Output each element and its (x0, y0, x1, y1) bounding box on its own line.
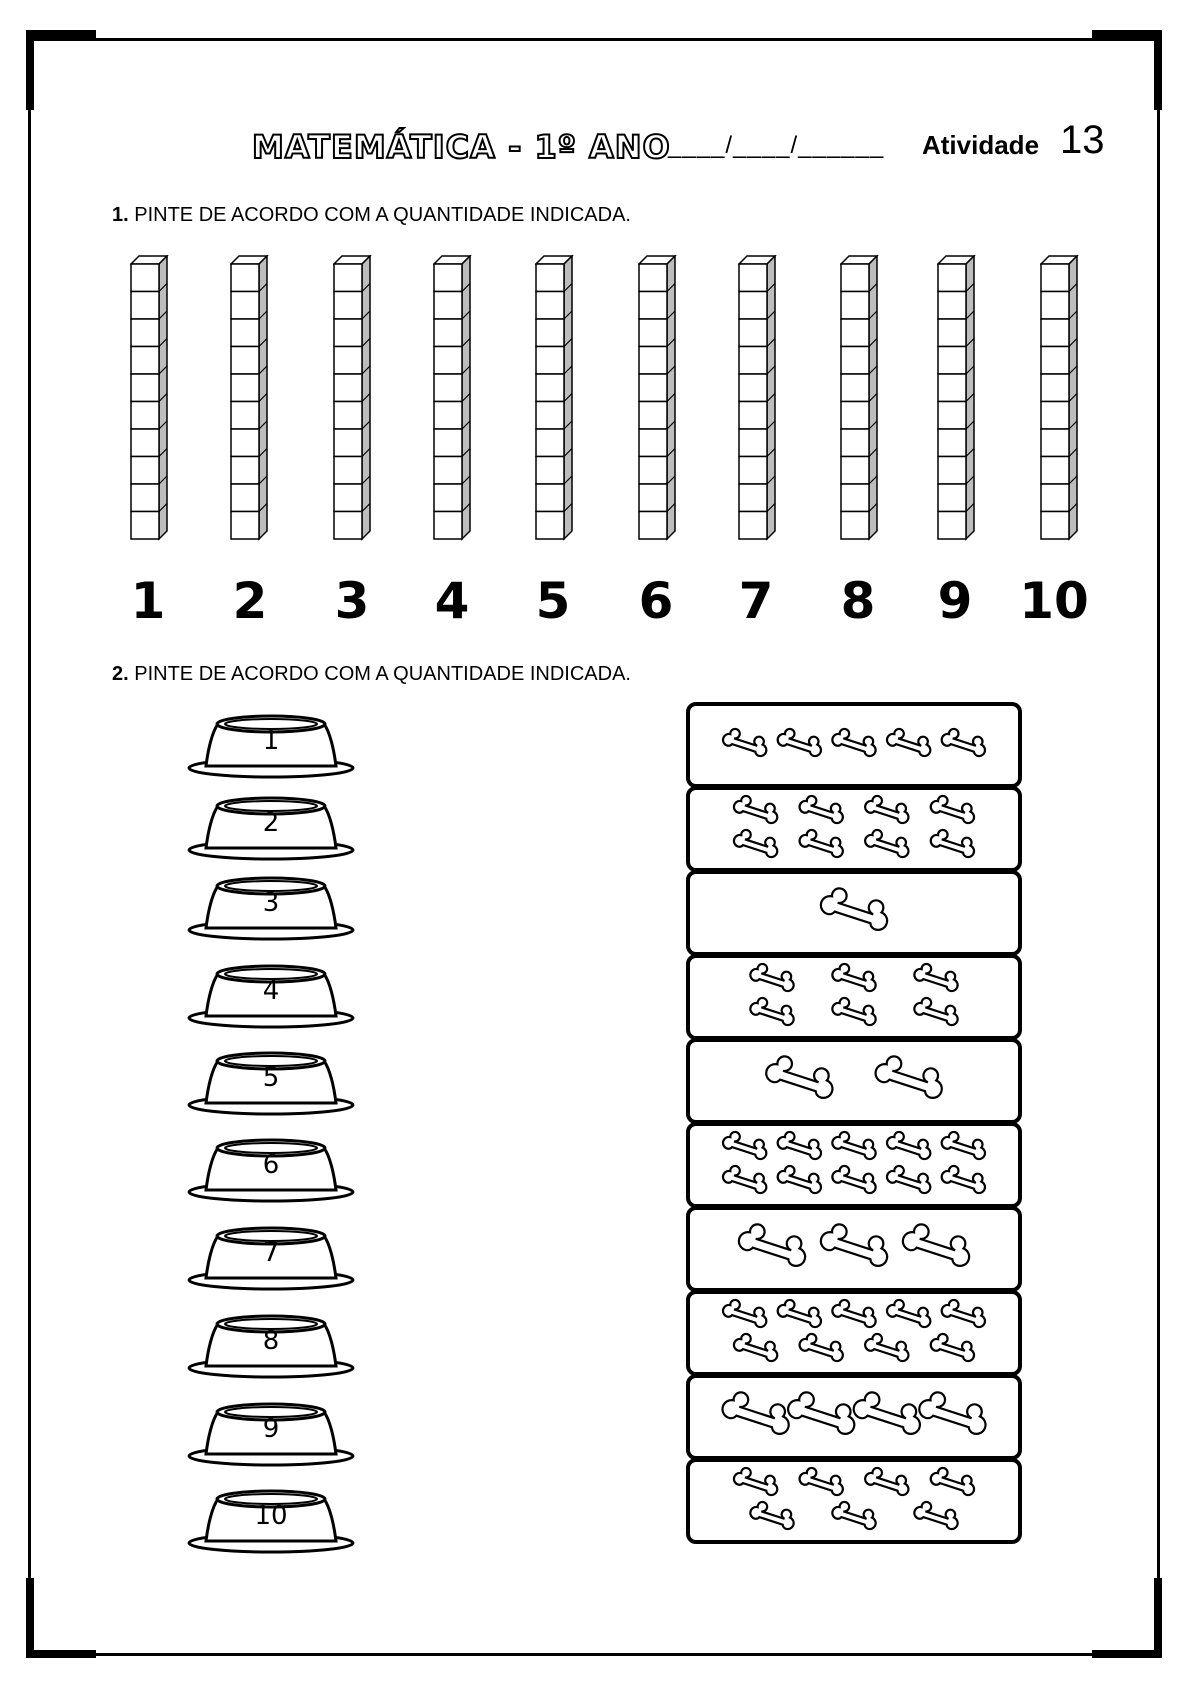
bone-icon[interactable] (873, 1052, 947, 1100)
cube-tower-5[interactable] (535, 255, 575, 542)
cube[interactable] (841, 402, 869, 430)
cube[interactable] (938, 292, 966, 320)
instruction-1 (112, 204, 631, 227)
bone-icon[interactable] (831, 1297, 879, 1328)
instruction-2-text: PINTE DE ACORDO COM A QUANTIDADE INDICADA. (134, 663, 631, 685)
cube[interactable] (334, 374, 362, 402)
cube[interactable] (841, 512, 869, 540)
bone-icon[interactable] (885, 1297, 933, 1328)
cube[interactable] (938, 484, 966, 512)
cube[interactable] (739, 319, 767, 347)
bone-icon[interactable] (831, 1499, 879, 1530)
cube[interactable] (231, 484, 259, 512)
cube[interactable] (131, 292, 159, 320)
cube[interactable] (841, 484, 869, 512)
bowl-number: 7 (262, 1238, 280, 1268)
bone-icon[interactable] (885, 1129, 933, 1160)
bone-icon[interactable] (764, 1052, 838, 1100)
bone-box[interactable] (686, 1290, 1022, 1376)
instruction-2 (112, 663, 631, 686)
bowl-number: 5 (262, 1063, 280, 1093)
cube[interactable] (334, 319, 362, 347)
bone-icon[interactable] (721, 1163, 769, 1194)
instruction-1-number: 1. (112, 204, 129, 226)
cube[interactable] (841, 319, 869, 347)
dog-bowl-icon[interactable] (186, 872, 356, 942)
cube-tower-2[interactable] (230, 255, 270, 542)
instruction-1-text: PINTE DE ACORDO COM A QUANTIDADE INDICADA. (134, 204, 631, 226)
cube[interactable] (739, 512, 767, 540)
bowl-number: 6 (262, 1150, 280, 1180)
cube-tower-9[interactable] (937, 255, 977, 542)
dog-bowl-icon[interactable] (186, 710, 356, 780)
bone-icon[interactable] (913, 995, 961, 1026)
tower-number-7: 7 (738, 572, 774, 630)
cube[interactable] (639, 512, 667, 540)
cube[interactable] (739, 457, 767, 485)
tower-number-3: 3 (334, 572, 370, 630)
bone-box[interactable] (686, 1038, 1022, 1124)
cube[interactable] (536, 512, 564, 540)
dog-bowl-icon[interactable] (186, 1134, 356, 1204)
cube[interactable] (739, 264, 767, 292)
dog-bowl-icon[interactable] (186, 1310, 356, 1380)
bone-box[interactable] (686, 1122, 1022, 1208)
tower-number-5: 5 (535, 572, 571, 630)
bone-icon[interactable] (732, 1331, 780, 1362)
bowl-number: 9 (262, 1414, 280, 1444)
cube[interactable] (938, 319, 966, 347)
cube[interactable] (639, 457, 667, 485)
bone-icon[interactable] (776, 1163, 824, 1194)
bone-icon[interactable] (864, 827, 912, 858)
bowl-number: 3 (262, 888, 280, 918)
cube[interactable] (841, 457, 869, 485)
bone-icon[interactable] (737, 1220, 811, 1268)
bone-icon[interactable] (940, 1129, 988, 1160)
cube-tower-6[interactable] (638, 255, 678, 542)
cube[interactable] (1041, 484, 1069, 512)
bone-icon[interactable] (786, 1388, 860, 1436)
cube[interactable] (938, 402, 966, 430)
cube[interactable] (536, 484, 564, 512)
bone-icon[interactable] (885, 726, 933, 757)
bone-icon[interactable] (940, 726, 988, 757)
corner-mark (1092, 30, 1162, 38)
header (0, 118, 1190, 178)
bone-icon[interactable] (749, 995, 797, 1026)
cube[interactable] (639, 264, 667, 292)
cube[interactable] (639, 402, 667, 430)
cube[interactable] (1041, 347, 1069, 375)
bone-icon[interactable] (732, 793, 780, 824)
cube[interactable] (536, 292, 564, 320)
cube[interactable] (131, 484, 159, 512)
cube[interactable] (334, 484, 362, 512)
cube[interactable] (434, 264, 462, 292)
bone-icon[interactable] (721, 1129, 769, 1160)
cube[interactable] (434, 429, 462, 457)
bone-icon[interactable] (819, 1220, 893, 1268)
cube[interactable] (131, 264, 159, 292)
corner-mark (26, 1650, 96, 1658)
cube[interactable] (639, 319, 667, 347)
cube[interactable] (841, 264, 869, 292)
cube[interactable] (131, 457, 159, 485)
cube[interactable] (536, 347, 564, 375)
cube[interactable] (231, 292, 259, 320)
cube[interactable] (938, 429, 966, 457)
bone-icon[interactable] (776, 726, 824, 757)
dog-bowl-icon[interactable] (186, 1047, 356, 1117)
activity-number: 13 (1060, 118, 1105, 162)
cube[interactable] (639, 347, 667, 375)
tower-number-8: 8 (840, 572, 876, 630)
cube-towers (0, 255, 1190, 545)
bone-icon[interactable] (819, 884, 893, 932)
bone-icon[interactable] (798, 793, 846, 824)
cube-tower-8[interactable] (840, 255, 880, 542)
bone-icon[interactable] (831, 961, 879, 992)
bone-box[interactable] (686, 870, 1022, 956)
bone-icon[interactable] (732, 827, 780, 858)
bone-icon[interactable] (776, 1297, 824, 1328)
cube[interactable] (938, 347, 966, 375)
bowl-number: 4 (262, 976, 280, 1006)
cube[interactable] (434, 347, 462, 375)
cube-tower-1[interactable] (130, 255, 170, 542)
cube[interactable] (1041, 457, 1069, 485)
bowl-number: 1 (262, 726, 280, 756)
cube[interactable] (434, 374, 462, 402)
bowl-number: 8 (262, 1326, 280, 1356)
cube[interactable] (739, 292, 767, 320)
dog-bowl-icon[interactable] (186, 792, 356, 862)
dog-bowl-icon[interactable] (186, 1398, 356, 1468)
tower-number-10: 10 (1019, 572, 1089, 630)
bone-icon[interactable] (851, 1388, 925, 1436)
cube[interactable] (938, 264, 966, 292)
bone-icon[interactable] (831, 1129, 879, 1160)
bone-icon[interactable] (776, 1129, 824, 1160)
cube[interactable] (536, 402, 564, 430)
bone-icon[interactable] (864, 1465, 912, 1496)
cube[interactable] (231, 429, 259, 457)
bone-box[interactable] (686, 786, 1022, 872)
bone-icon[interactable] (913, 961, 961, 992)
cube[interactable] (334, 264, 362, 292)
cube[interactable] (536, 264, 564, 292)
cube[interactable] (131, 319, 159, 347)
cube[interactable] (334, 512, 362, 540)
activity-label: Atividade (922, 130, 1040, 160)
cube[interactable] (841, 429, 869, 457)
bone-icon[interactable] (798, 827, 846, 858)
cube[interactable] (334, 402, 362, 430)
bone-icon[interactable] (929, 1331, 977, 1362)
corner-mark (26, 1578, 34, 1658)
corner-mark (26, 30, 34, 110)
bone-icon[interactable] (798, 1331, 846, 1362)
cube[interactable] (739, 429, 767, 457)
cube[interactable] (434, 319, 462, 347)
cube[interactable] (334, 429, 362, 457)
cube[interactable] (131, 402, 159, 430)
cube[interactable] (434, 457, 462, 485)
page-title: MATEMÁTICA - 1º ANO (252, 128, 671, 166)
bone-icon[interactable] (749, 961, 797, 992)
bone-icon[interactable] (885, 1163, 933, 1194)
bone-box[interactable] (686, 1458, 1022, 1544)
cube[interactable] (739, 374, 767, 402)
cube[interactable] (1041, 402, 1069, 430)
cube[interactable] (231, 512, 259, 540)
cube[interactable] (841, 292, 869, 320)
bone-box[interactable] (686, 1374, 1022, 1460)
bowl-number: 10 (254, 1501, 288, 1531)
bone-icon[interactable] (929, 793, 977, 824)
bone-box[interactable] (686, 702, 1022, 788)
cube[interactable] (938, 512, 966, 540)
cube[interactable] (231, 347, 259, 375)
bone-box[interactable] (686, 954, 1022, 1040)
cube[interactable] (938, 374, 966, 402)
bone-icon[interactable] (732, 1465, 780, 1496)
cube[interactable] (938, 457, 966, 485)
cube[interactable] (231, 319, 259, 347)
cube[interactable] (131, 347, 159, 375)
bone-icon[interactable] (720, 1388, 794, 1436)
cube[interactable] (1041, 264, 1069, 292)
cube[interactable] (131, 429, 159, 457)
cube-tower-7[interactable] (738, 255, 778, 542)
dog-bowl-icon[interactable] (186, 1485, 356, 1555)
bone-icon[interactable] (831, 995, 879, 1026)
cube[interactable] (334, 457, 362, 485)
bone-icon[interactable] (831, 726, 879, 757)
cube[interactable] (334, 292, 362, 320)
cube[interactable] (739, 484, 767, 512)
bone-icon[interactable] (913, 1499, 961, 1530)
cube[interactable] (841, 374, 869, 402)
corner-mark (1092, 1650, 1162, 1658)
dog-bowl-icon[interactable] (186, 1222, 356, 1292)
cube[interactable] (639, 429, 667, 457)
cube[interactable] (536, 457, 564, 485)
bone-box[interactable] (686, 1206, 1022, 1292)
cube[interactable] (739, 347, 767, 375)
cube[interactable] (1041, 429, 1069, 457)
cube[interactable] (131, 512, 159, 540)
corner-mark (1154, 30, 1162, 110)
instruction-2-number: 2. (112, 663, 129, 685)
cube[interactable] (639, 292, 667, 320)
bone-icon[interactable] (940, 1163, 988, 1194)
cube[interactable] (434, 512, 462, 540)
cube[interactable] (1041, 292, 1069, 320)
bone-icon[interactable] (901, 1220, 975, 1268)
cube[interactable] (434, 292, 462, 320)
cube[interactable] (231, 457, 259, 485)
tower-number-4: 4 (434, 572, 470, 630)
cube[interactable] (434, 484, 462, 512)
cube-tower-10[interactable] (1040, 255, 1080, 542)
cube[interactable] (841, 347, 869, 375)
cube[interactable] (536, 374, 564, 402)
date-field[interactable]: ____/____/______ (668, 132, 885, 159)
cube[interactable] (334, 347, 362, 375)
tower-number-6: 6 (638, 572, 674, 630)
cube[interactable] (639, 484, 667, 512)
dog-bowl-icon[interactable] (186, 960, 356, 1030)
cube[interactable] (536, 319, 564, 347)
cube[interactable] (231, 264, 259, 292)
cube[interactable] (1041, 512, 1069, 540)
bone-icon[interactable] (721, 726, 769, 757)
cube[interactable] (434, 402, 462, 430)
tower-number-1: 1 (130, 572, 166, 630)
cube[interactable] (739, 402, 767, 430)
bowl-number: 2 (262, 808, 280, 838)
bone-icon[interactable] (831, 1163, 879, 1194)
bone-icon[interactable] (798, 1465, 846, 1496)
bone-icon[interactable] (917, 1388, 991, 1436)
corner-mark (1154, 1578, 1162, 1658)
cube[interactable] (639, 374, 667, 402)
bone-icon[interactable] (721, 1297, 769, 1328)
cube[interactable] (231, 374, 259, 402)
cube-tower-3[interactable] (333, 255, 373, 542)
bone-icon[interactable] (864, 793, 912, 824)
tower-number-2: 2 (232, 572, 268, 630)
tower-number-9: 9 (937, 572, 973, 630)
cube[interactable] (131, 374, 159, 402)
bone-icon[interactable] (749, 1499, 797, 1530)
cube[interactable] (1041, 319, 1069, 347)
cube[interactable] (231, 402, 259, 430)
bone-icon[interactable] (864, 1331, 912, 1362)
bone-icon[interactable] (929, 1465, 977, 1496)
bone-icon[interactable] (929, 827, 977, 858)
cube-tower-4[interactable] (433, 255, 473, 542)
cube[interactable] (1041, 374, 1069, 402)
cube[interactable] (536, 429, 564, 457)
bone-icon[interactable] (940, 1297, 988, 1328)
corner-mark (26, 30, 96, 38)
